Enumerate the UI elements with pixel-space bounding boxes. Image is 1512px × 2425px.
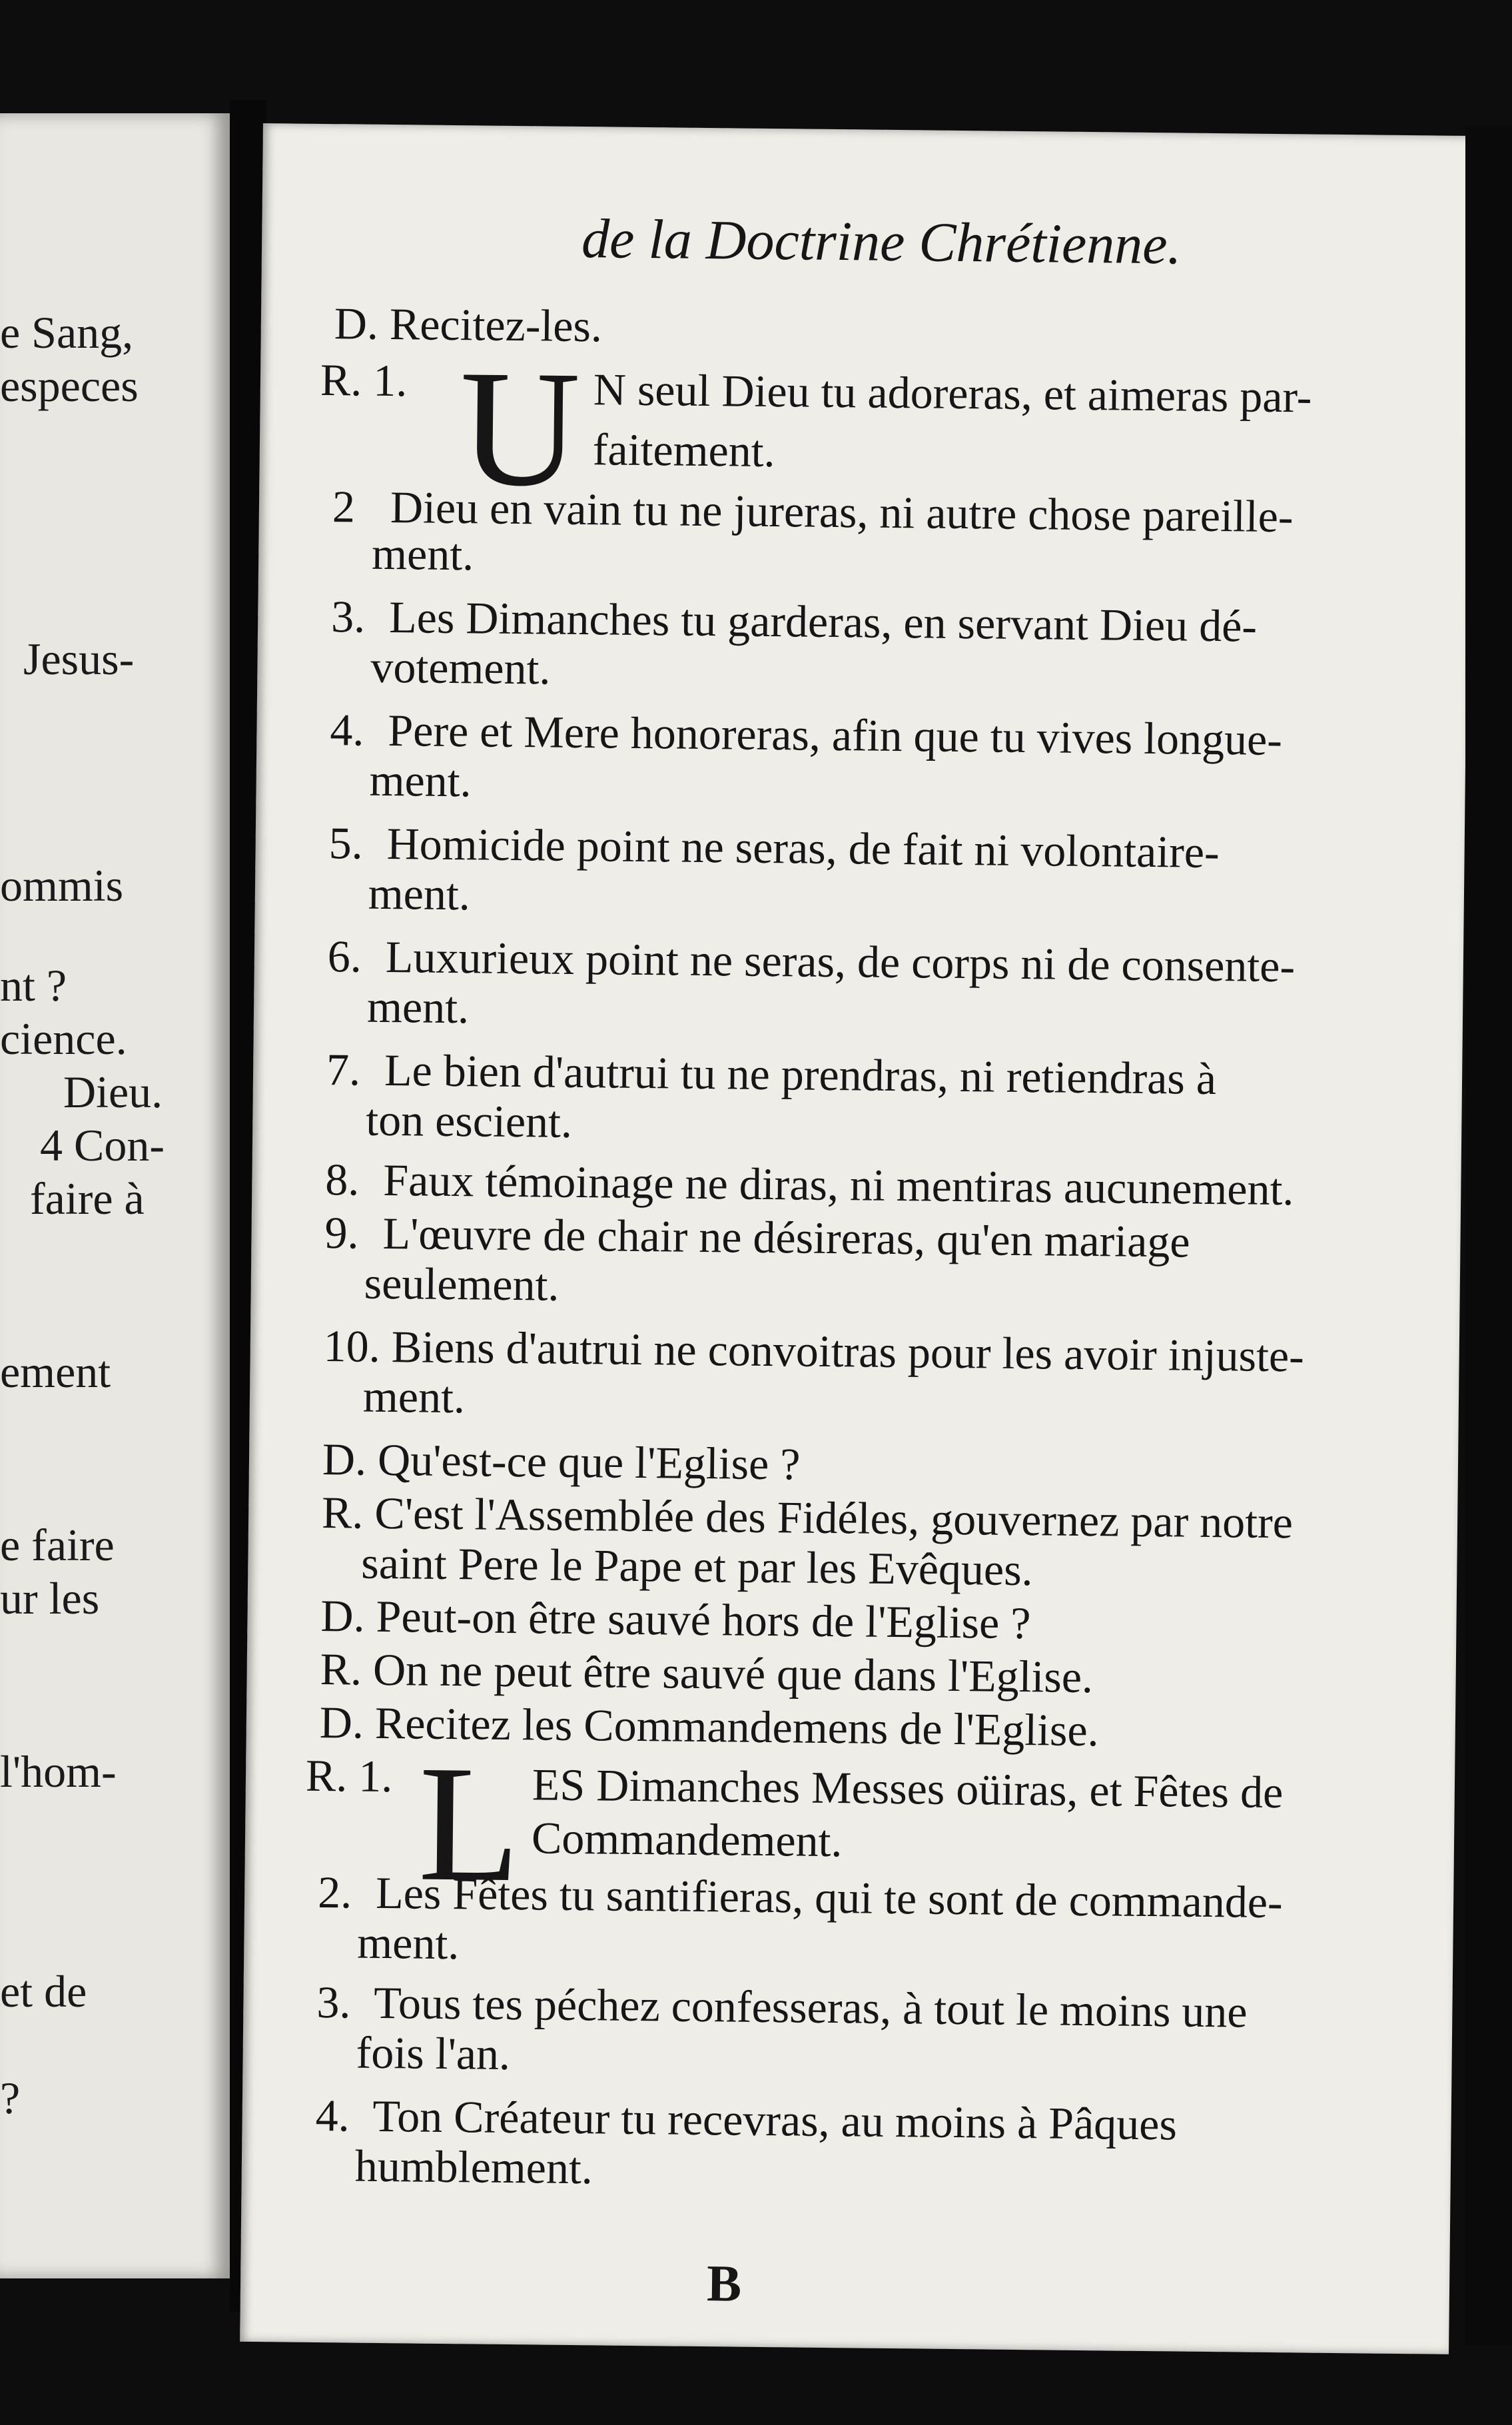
commandment-7-cont: ton escient. (365, 1094, 573, 1147)
right-edge-shadow (1465, 127, 1512, 2345)
left-page-line: Jesus- (23, 634, 135, 684)
left-page-line: nt ? (0, 960, 67, 1011)
left-page-line: l'hom- (0, 1746, 117, 1797)
commandment-number: 10. (323, 1320, 381, 1372)
commandment-number: 4. (330, 704, 364, 755)
dropcap-l: L (417, 1731, 522, 1917)
church-commandment-3-cont: fois l'an. (356, 2027, 511, 2080)
commandment-1-line2: faitement. (592, 424, 776, 477)
commandment-text: Homicide point ne seras, de fait ni volontaire- (386, 818, 1220, 878)
commandment-text: Les Dimanches tu garderas, en servant Dieu dé- (388, 592, 1258, 652)
left-page-line: et de (0, 1966, 87, 2017)
commandment-text: Biens d'autrui ne convoitras pour les avoir injuste- (391, 1321, 1305, 1382)
dropcap-u: U (458, 336, 581, 522)
commandment-5-cont: ment. (368, 867, 471, 920)
commandment-1-line1: N seul Dieu tu adoreras, et aimeras par- (593, 364, 1312, 422)
commandment-text: Dieu en vain tu ne jureras, ni autre chose pareille- (390, 482, 1294, 542)
left-page (0, 113, 230, 2278)
left-page-line: ommis (0, 860, 124, 911)
left-page-line: Dieu. (63, 1067, 163, 1117)
commandment-number: 5. (328, 817, 364, 869)
left-page-line: e Sang, (0, 307, 134, 358)
left-page-line: cience. (0, 1013, 127, 1064)
qa-line: R. On ne peut être sauvé que dans l'Eglise. (320, 1644, 1094, 1703)
commandment-10-cont: ment. (362, 1370, 466, 1423)
left-page-line: e faire (0, 1520, 115, 1570)
qa-line: saint Pere le Pape et par les Evêques. (360, 1537, 1034, 1596)
qa-line: R. C'est l'Assemblée des Fidéles, gouvernez par notre (321, 1487, 1294, 1548)
church-commandment-2-cont: ment. (357, 1917, 460, 1969)
left-page-line: faire à (30, 1173, 145, 1224)
church-1-line1: ES Dimanches Messes oüiras, et Fêtes de (532, 1759, 1284, 1818)
commandment-3-cont: votement. (370, 641, 551, 694)
commandment-number: 8. (325, 1154, 360, 1205)
intro-question: D. Recitez-les. (334, 298, 603, 352)
commandment-1-prefix: R. 1. (320, 354, 408, 406)
left-page-line: 4 Con- (40, 1120, 165, 1171)
left-page-line: ur les (0, 1573, 100, 1624)
commandment-text: Tous tes péchez confesseras, à tout le moins une (373, 1977, 1248, 2037)
commandment-6-cont: ment. (366, 981, 470, 1033)
commandment-number: 2 (332, 481, 356, 532)
commandment-text: Luxurieux point ne seras, de corps ni de consente- (385, 931, 1296, 992)
commandment-9-cont: seulement. (364, 1257, 560, 1310)
church-1-line2: Commandement. (531, 1812, 843, 1867)
commandment-number: 4. (315, 2089, 350, 2141)
commandment-text: Ton Créateur tu recevras, au moins à Pâques (372, 2090, 1178, 2150)
commandment-text: Faux témoinage ne diras, ni mentiras aucunement. (383, 1154, 1294, 1215)
commandment-number: 6. (327, 931, 362, 982)
left-page-line: ? (0, 2073, 21, 2123)
qa-line: D. Recitez les Commandemens de l'Eglise. (319, 1697, 1100, 1756)
signature-mark: B (706, 2254, 742, 2312)
commandment-number: 3. (330, 591, 366, 642)
commandment-number: 9. (324, 1207, 359, 1258)
left-page-line: especes (0, 360, 139, 411)
qa-line: D. Qu'est-ce que l'Eglise ? (322, 1434, 801, 1490)
commandment-text: Le bien d'autrui tu ne prendras, ni retiendras à (384, 1044, 1217, 1105)
commandment-2-cont: ment. (371, 528, 474, 580)
commandment-text: Pere et Mere honoreras, afin que tu vives longue- (388, 705, 1283, 765)
commandment-text: Les Fêtes tu santifieras, qui te sont de commande- (375, 1867, 1284, 1928)
commandment-number: 3. (316, 1976, 351, 2028)
left-page-line: ement (0, 1346, 111, 1397)
church-1-prefix: R. 1. (305, 1749, 393, 1802)
church-commandment-4-cont: humblement. (354, 2140, 593, 2194)
main-page (240, 123, 1472, 2354)
commandment-text: L'œuvre de chair ne désireras, qu'en mariage (382, 1207, 1190, 1267)
commandment-4-cont: ment. (369, 754, 472, 807)
commandment-number: 7. (326, 1044, 361, 1095)
running-head: de la Doctrine Chrétienne. (581, 208, 1182, 276)
qa-line: D. Peut-on être sauvé hors de l'Eglise ? (320, 1590, 1031, 1649)
commandment-number: 2. (317, 1867, 352, 1918)
